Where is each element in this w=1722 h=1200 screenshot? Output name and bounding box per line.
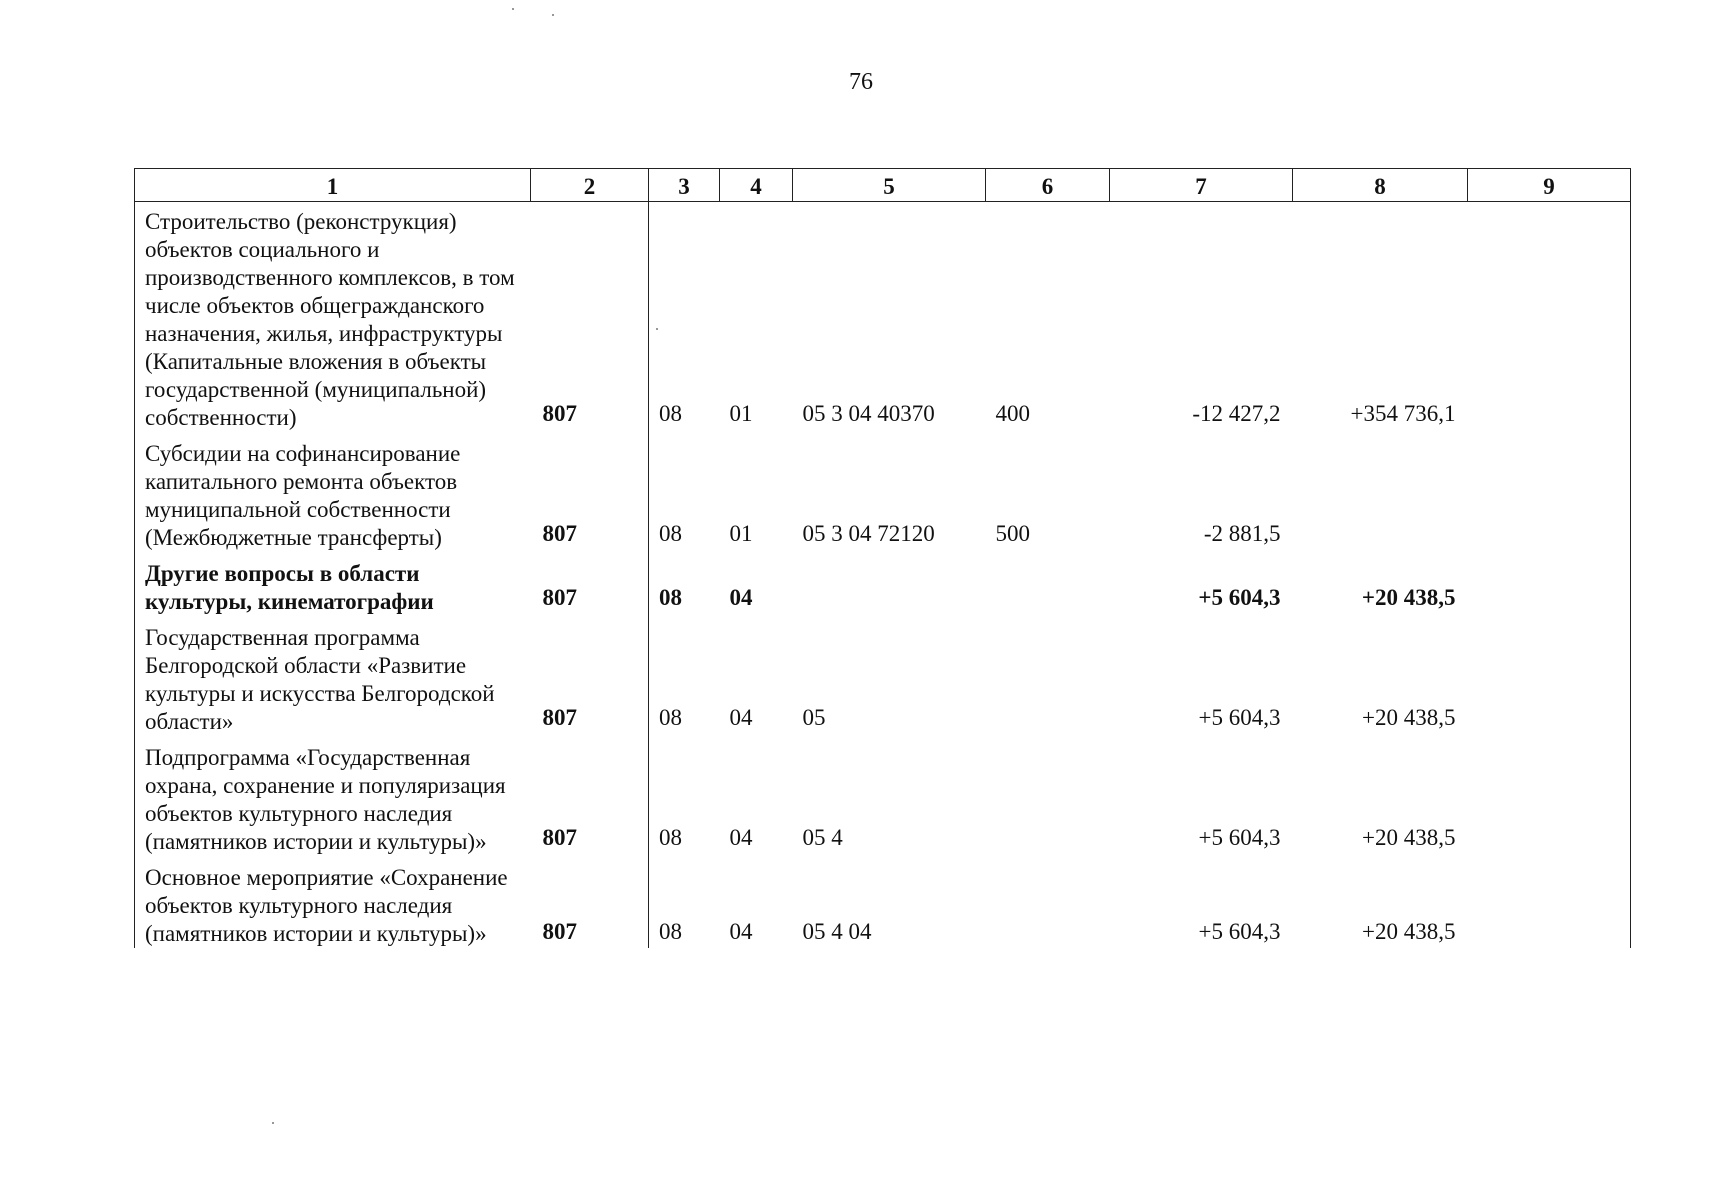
row-ministry-code: 807	[531, 202, 649, 435]
row-expense-type: 400	[995, 401, 1030, 426]
header-col-9: 9	[1468, 169, 1631, 202]
table-row	[135, 434, 1631, 554]
row-name: Строительство (реконструкция) объектов социального и производственного комплексов, в том числе объектов общегражданского назначения, жилья, инфраструктуры (Капитальные вложения в объекты государственной (муниципальной) собственности)	[135, 202, 531, 435]
row-ministry-code: 807	[531, 434, 649, 554]
row-expense-type	[986, 554, 1110, 618]
row-section: 08	[659, 585, 682, 610]
row-target-article: 05 3 04 40370	[802, 401, 935, 426]
row-amount-col9	[1468, 434, 1631, 554]
row-name: Основное мероприятие «Сохранение объектов культурного наследия (памятников истории и культуры)»	[135, 858, 531, 948]
row-amount-col8	[1293, 434, 1468, 554]
row-name: Подпрограмма «Государственная охрана, сохранение и популяризация объектов культурного наследия (памятников истории и культуры)»	[135, 738, 531, 858]
row-ministry-code: 807	[531, 858, 649, 948]
table-row	[135, 738, 1631, 858]
row-amount-col8: +20 438,5	[1361, 585, 1456, 610]
row-amount-col8: +20 438,5	[1362, 919, 1456, 944]
row-section: 08	[659, 705, 682, 730]
header-row	[135, 169, 1631, 202]
row-amount-col9	[1468, 554, 1631, 618]
budget-table	[134, 168, 1631, 948]
row-amount-col9	[1468, 202, 1631, 435]
row-target-article: 05	[802, 705, 826, 730]
row-target-article: 05 3 04 72120	[802, 521, 935, 546]
row-target-article	[793, 554, 986, 618]
row-name: Государственная программа Белгородской области «Развитие культуры и искусства Белгородской области»	[135, 618, 531, 738]
row-subsection: 01	[729, 401, 753, 426]
row-amount-col8: +20 438,5	[1362, 825, 1456, 850]
row-amount-col9	[1468, 618, 1631, 738]
row-section: 08	[659, 919, 682, 944]
row-ministry-code: 807	[531, 738, 649, 858]
table-row	[135, 202, 1631, 435]
row-amount-col7: -12 427,2	[1192, 401, 1281, 426]
row-amount-col7: -2 881,5	[1203, 521, 1281, 546]
row-amount-col8: +354 736,1	[1350, 401, 1456, 426]
row-amount-col9	[1468, 738, 1631, 858]
scan-speck	[272, 1122, 274, 1124]
header-col-1: 1	[135, 169, 531, 202]
row-subsection: 04	[729, 705, 753, 730]
header-col-4: 4	[720, 169, 793, 202]
row-amount-col9	[1468, 858, 1631, 948]
header-col-5: 5	[793, 169, 986, 202]
row-subsection: 01	[729, 521, 753, 546]
header-col-8: 8	[1293, 169, 1468, 202]
row-expense-type	[986, 858, 1110, 948]
table-row	[135, 858, 1631, 948]
row-target-article: 05 4 04	[802, 919, 872, 944]
row-section: 08	[659, 825, 682, 850]
row-section: 08	[659, 401, 682, 426]
table-row	[135, 554, 1631, 618]
header-col-6: 6	[986, 169, 1110, 202]
header-col-3: 3	[649, 169, 720, 202]
row-amount-col7: +5 604,3	[1198, 919, 1281, 944]
row-amount-col8: +20 438,5	[1362, 705, 1456, 730]
row-subsection: 04	[729, 919, 753, 944]
row-amount-col7: +5 604,3	[1198, 705, 1281, 730]
row-name: Субсидии на софинансирование капитального ремонта объектов муниципальной собственности (Межбюджетные трансферты)	[135, 434, 531, 554]
row-expense-type	[986, 738, 1110, 858]
row-amount-col7: +5 604,3	[1198, 585, 1281, 610]
row-section: 08	[659, 521, 682, 546]
row-ministry-code: 807	[531, 618, 649, 738]
scan-speck	[512, 8, 514, 10]
header-col-2: 2	[531, 169, 649, 202]
row-ministry-code: 807	[531, 554, 649, 618]
header-col-7: 7	[1110, 169, 1293, 202]
page-number: 76	[849, 69, 873, 95]
table-row	[135, 618, 1631, 738]
row-subsection: 04	[729, 825, 753, 850]
row-target-article: 05 4	[802, 825, 843, 850]
row-expense-type: 500	[995, 521, 1030, 546]
row-amount-col7: +5 604,3	[1198, 825, 1281, 850]
row-expense-type	[986, 618, 1110, 738]
row-subsection: 04	[729, 585, 753, 610]
scan-speck	[552, 14, 554, 16]
row-name: Другие вопросы в области культуры, кинематографии	[135, 554, 531, 618]
scan-speck	[656, 328, 658, 330]
